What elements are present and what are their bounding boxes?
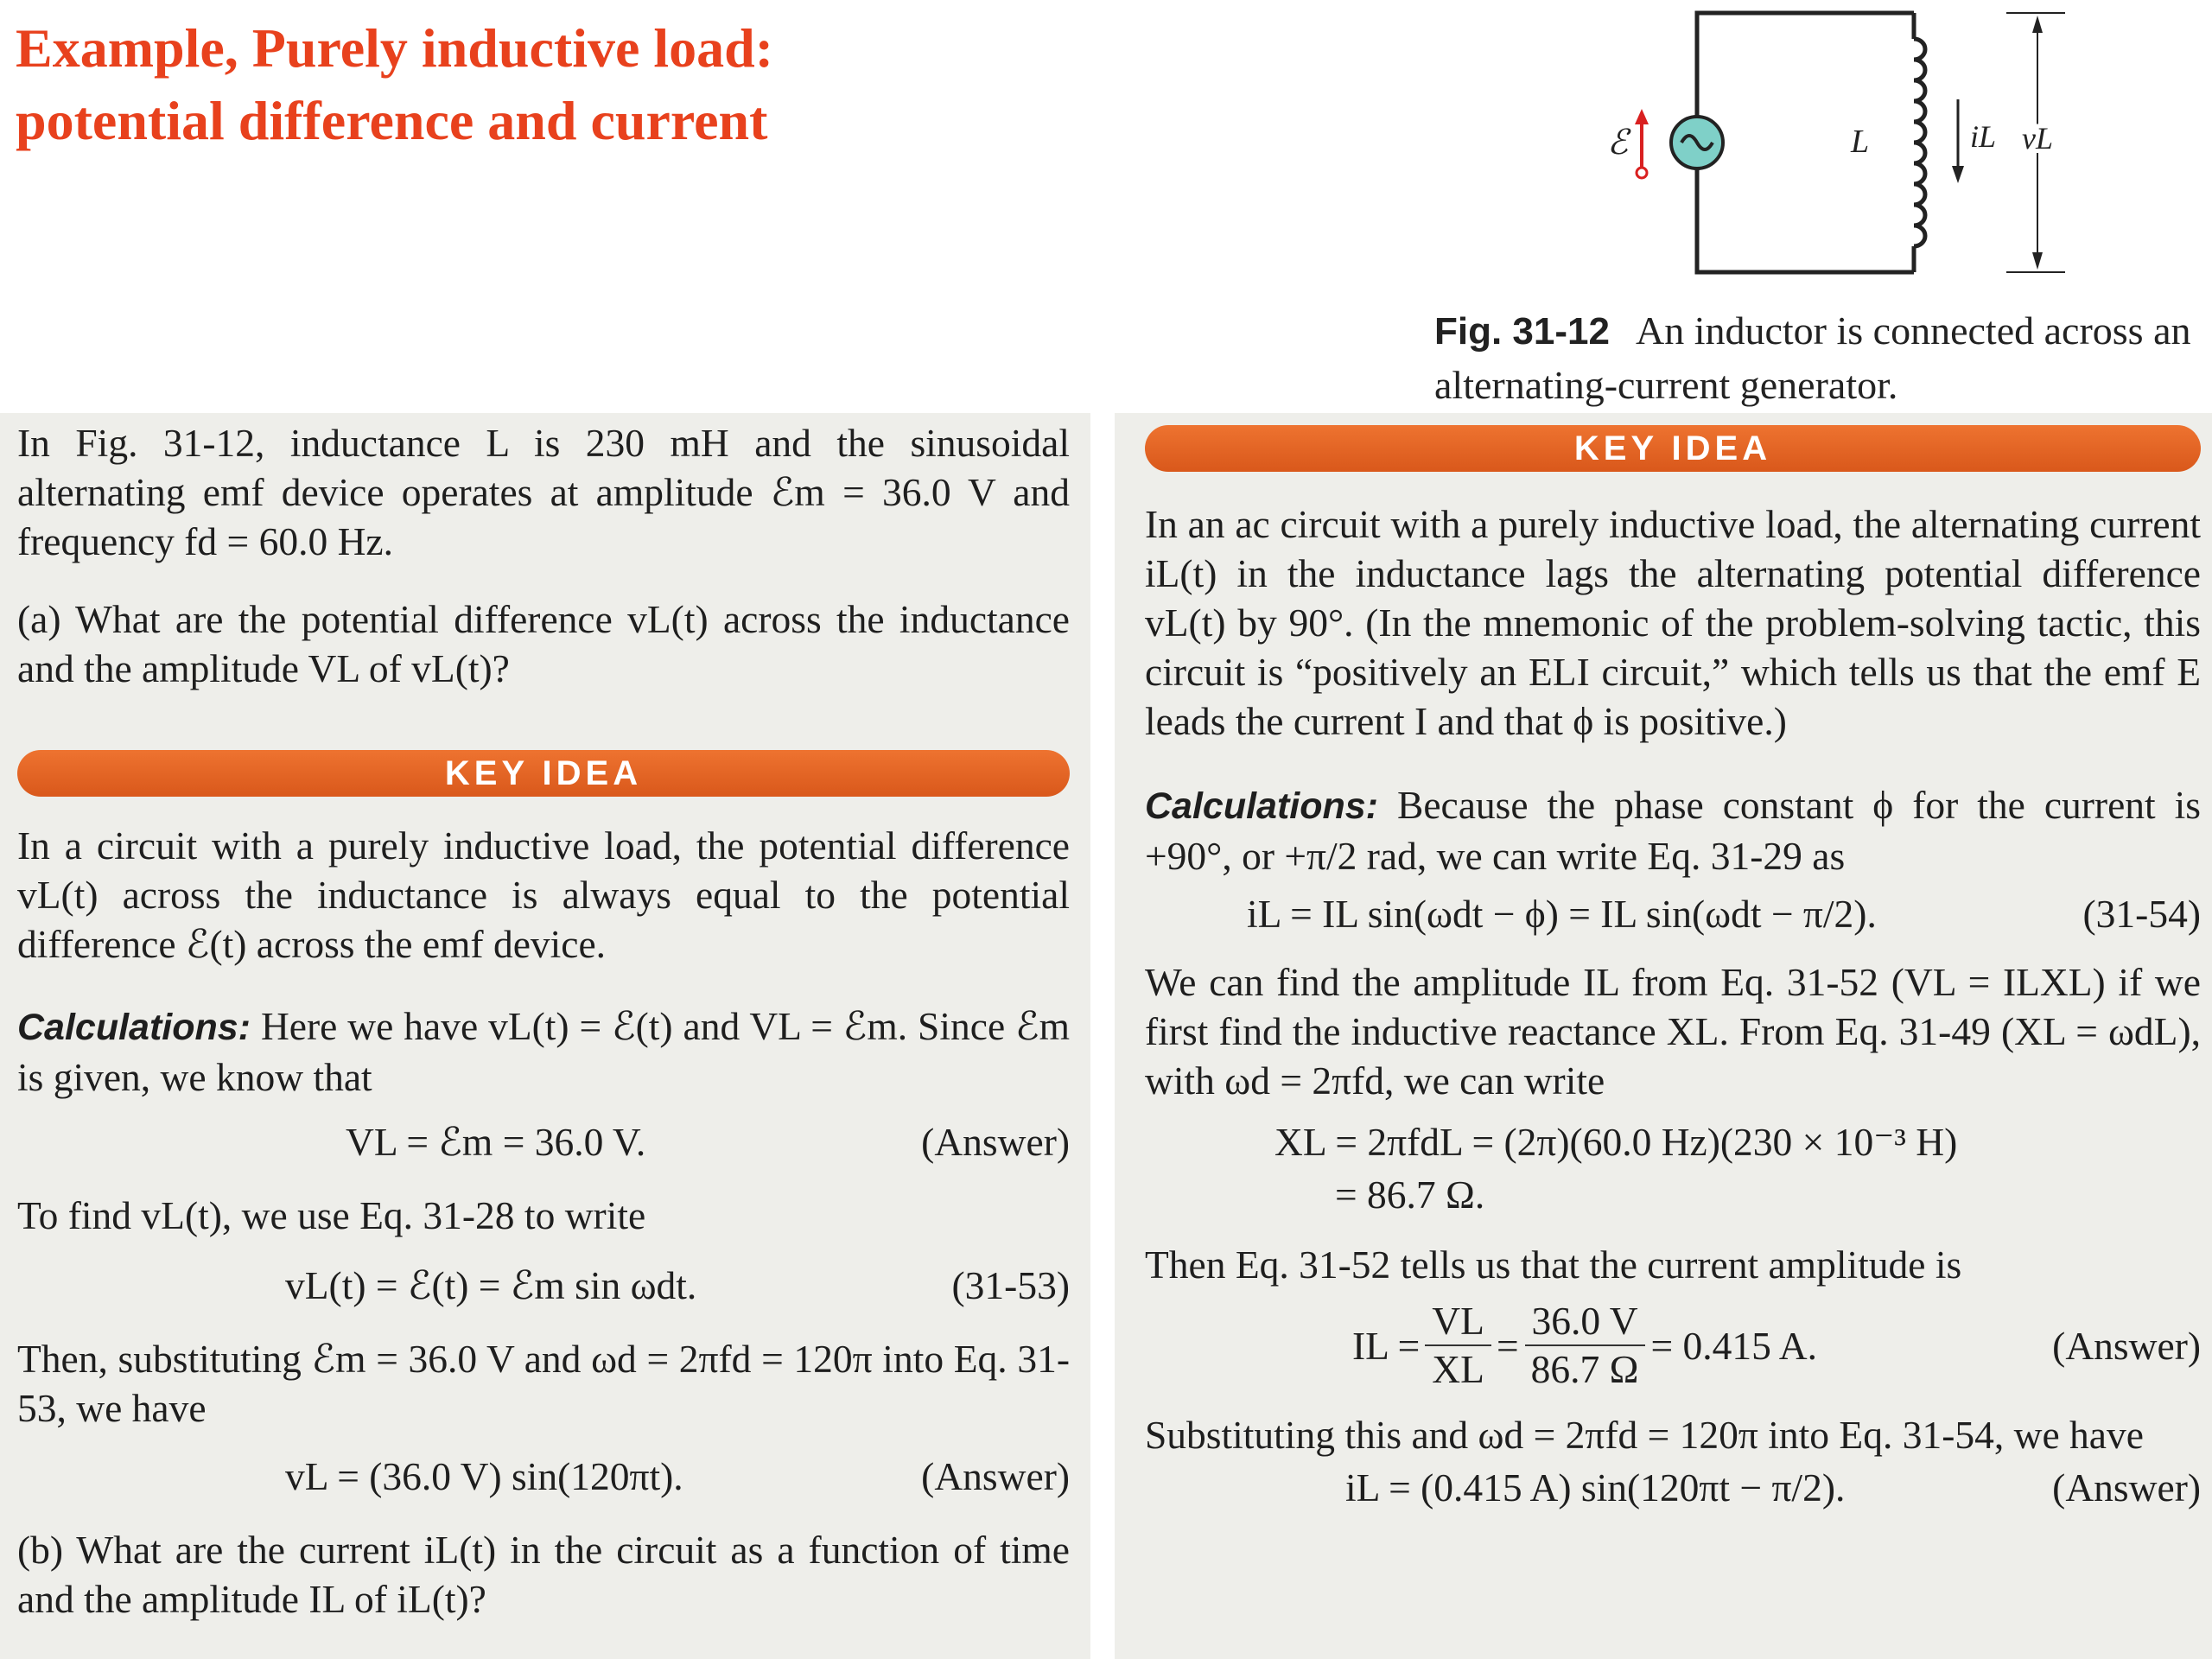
equation-vL-answer	[17, 1452, 1070, 1501]
voltage-arrow-up-icon	[2032, 16, 2043, 33]
equation-IL-lhs: IL =	[1352, 1323, 1421, 1368]
figure-caption	[1434, 304, 2195, 412]
equation-iL-tag: (Answer)	[2052, 1465, 2201, 1510]
calculations-label-left: Calculations:	[17, 1007, 251, 1048]
right-column	[1145, 425, 2201, 1512]
voltage-label: vL	[2022, 121, 2053, 156]
equals-sign: =	[1496, 1323, 1519, 1368]
equation-31-53-body: vL(t) = ℰ(t) = ℰm sin ωdt.	[285, 1263, 697, 1307]
equation-vL-body: vL = (36.0 V) sin(120πt).	[285, 1454, 683, 1498]
key-idea-text-left: In a circuit with a purely inductive load, the potential difference vL(t) across the inductance is always equal to the potential difference ℰ(t) across the emf device.	[17, 823, 1070, 966]
key-idea-text-right: In an ac circuit with a purely inductive load, the alternating current iL(t) in the inductance lags the alternating potential difference vL(t) by 90°. (In the mnemonic of the problem-solving tactic, this circuit is “positively an ELI circuit,” which tells us that the emf E leads the current I and that ϕ is positive.)	[1145, 502, 2201, 743]
equation-VL-body: VL = ℰm = 36.0 V.	[346, 1120, 646, 1164]
question-b: (b) What are the current iL(t) in the circuit as a function of time and the amplitude IL of iL(t)?	[17, 1528, 1070, 1621]
calculations-text-left: Here we have vL(t) = ℰ(t) and VL = ℰm. Since ℰm is given, we know that	[17, 1004, 1071, 1099]
key-idea-banner-right: KEY IDEA	[1145, 425, 2201, 472]
figure-caption-text: An inductor is connected across an alternating-current generator.	[1434, 308, 2191, 407]
fraction-VL-over-XL	[1425, 1298, 1491, 1393]
calculations-right	[1145, 780, 2201, 880]
find-vL-text: To find vL(t), we use Eq. 31-28 to write	[17, 1193, 646, 1237]
problem-intro: In Fig. 31-12, inductance L is 230 mH and the sinusoidal alternating emf device operates at amplitude ℰm = 36.0 V and frequency fd = 60.0 Hz.	[17, 421, 1070, 563]
current-label: iL	[1970, 119, 1997, 154]
fraction-numerator-1: VL	[1425, 1298, 1491, 1346]
equation-IL-result: = 0.415 A.	[1650, 1323, 1817, 1368]
question-a: (a) What are the potential difference vL(t) across the inductance and the amplitude VL of vL(t)?	[17, 597, 1070, 690]
equation-iL-body: iL = (0.415 A) sin(120πt − π/2).	[1345, 1465, 1846, 1510]
voltage-arrow-down-icon	[2032, 252, 2043, 270]
equation-XL-line1: XL = 2πfdL = (2π)(60.0 Hz)(230 × 10⁻³ H)	[1274, 1120, 1958, 1164]
equation-31-53-tag: (31-53)	[951, 1263, 1070, 1307]
fraction-denominator-2: 86.7 Ω	[1530, 1347, 1639, 1391]
inductor-label: L	[1851, 124, 1870, 160]
figure-number: Fig. 31-12	[1434, 310, 1610, 353]
circuit-wire	[1697, 13, 1914, 272]
inductor-coil	[1914, 39, 1925, 246]
equation-31-54	[1145, 889, 2201, 938]
key-idea-banner-left: KEY IDEA	[17, 750, 1070, 797]
circuit-diagram	[1590, 0, 2074, 285]
title-line-2: potential difference and current	[16, 90, 768, 151]
calculations-left	[17, 1001, 1070, 1102]
equation-31-53	[17, 1261, 1070, 1310]
equation-VL	[17, 1117, 1070, 1166]
equation-XL-line2: = 86.7 Ω.	[1335, 1173, 1485, 1217]
current-arrow-icon	[1952, 166, 1964, 183]
equation-vL-tag: (Answer)	[921, 1454, 1070, 1498]
emf-arrow-icon	[1635, 109, 1649, 124]
emf-label: ℰ	[1607, 123, 1629, 162]
substitution-text-right: Substituting this and ωd = 2πfd = 120π into Eq. 31-54, we have	[1145, 1413, 2144, 1457]
fraction-denominator-1: XL	[1432, 1347, 1484, 1391]
title-line-1: Example, Purely inductive load:	[16, 17, 774, 79]
calculations-text-right: Because the phase constant ϕ for the current is +90°, or +π/2 rad, we can write Eq. 31-29 as	[1145, 783, 2202, 878]
fraction-numerator-2: 36.0 V	[1525, 1298, 1645, 1346]
left-column	[17, 418, 1070, 1624]
equation-31-54-body: iL = IL sin(ωdt − ϕ) = IL sin(ωdt − π/2).	[1247, 892, 1877, 936]
substitution-text-left: Then, substituting ℰm = 36.0 V and ωd = 2πfd = 120π into Eq. 31-53, we have	[17, 1337, 1070, 1430]
equation-VL-tag: (Answer)	[921, 1120, 1070, 1164]
equation-IL-body	[1352, 1298, 1817, 1393]
then-text: Then Eq. 31-52 tells us that the current amplitude is	[1145, 1243, 1962, 1287]
equation-IL	[1145, 1298, 2201, 1393]
fraction-values	[1524, 1298, 1646, 1393]
equation-iL-answer	[1145, 1463, 2201, 1512]
page-title	[16, 12, 949, 157]
calculations-label-right: Calculations:	[1145, 785, 1378, 827]
equation-IL-tag: (Answer)	[2052, 1323, 2201, 1368]
equation-31-54-tag: (31-54)	[2082, 892, 2201, 936]
amplitude-text: We can find the amplitude IL from Eq. 31-52 (VL = ILXL) if we first find the inductive reactance XL. From Eq. 31-49 (XL = ωdL), with ωd = 2πfd, we can write	[1145, 960, 2201, 1103]
